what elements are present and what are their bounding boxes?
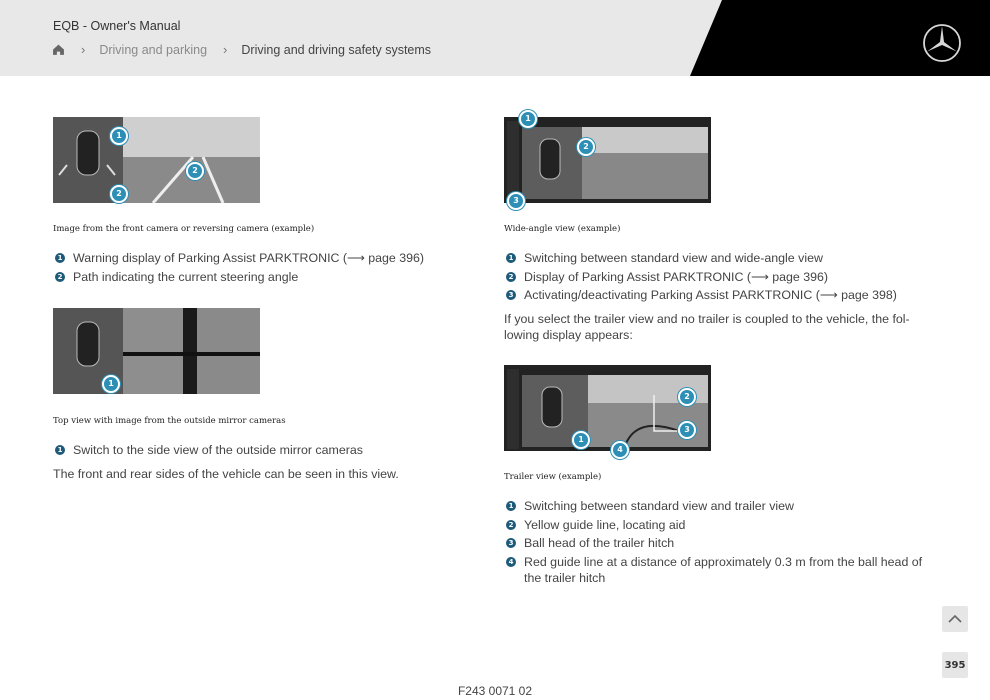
page-number-button[interactable] bbox=[942, 652, 968, 678]
callout-3: 3 bbox=[507, 192, 525, 210]
legend-list bbox=[504, 249, 924, 305]
page-number: 395 bbox=[944, 659, 966, 671]
figure-caption: Wide-angle view (example) bbox=[504, 224, 621, 234]
front-camera-image bbox=[53, 117, 260, 203]
brand-star-logo[interactable] bbox=[922, 23, 962, 63]
callout-badge: 3 bbox=[506, 538, 516, 548]
figure-caption: Image from the front camera or reversing camera (example) bbox=[53, 224, 315, 234]
callout-2: 2 bbox=[678, 388, 696, 406]
chevron-right-icon: › bbox=[223, 42, 228, 57]
camera-illustration bbox=[504, 365, 711, 451]
list-item: 1 Switching between standard view and wide-angle view bbox=[504, 249, 924, 268]
callout-badge: 1 bbox=[55, 253, 65, 263]
callout-badge: 2 bbox=[55, 272, 65, 282]
list-item: 1 Switch to the side view of the outside mirror cameras bbox=[53, 441, 473, 460]
breadcrumb-current: Driving and driving safety systems bbox=[241, 42, 432, 57]
legend-list bbox=[504, 497, 924, 586]
callout-badge: 1 bbox=[55, 445, 65, 455]
list-item: 3 Ball head of the trailer hitch bbox=[504, 534, 924, 553]
callout-2: 2 bbox=[186, 162, 204, 180]
callout-badge: 4 bbox=[506, 557, 516, 567]
figure-caption: Trailer view (example) bbox=[504, 472, 602, 482]
callout-badge: 1 bbox=[506, 253, 516, 263]
list-item: 4 Red guide line at a distance of approximately 0.3 m from the ball head of the trailer hitch bbox=[504, 553, 924, 586]
chevron-right-icon: › bbox=[81, 42, 86, 57]
callout-1: 1 bbox=[519, 110, 537, 128]
body-paragraph: The front and rear sides of the vehicle can be seen in this view. bbox=[53, 467, 399, 481]
callout-1: 1 bbox=[102, 375, 120, 393]
callout-2: 2 bbox=[577, 138, 595, 156]
breadcrumb-link-driving-and-parking[interactable]: Driving and parking bbox=[99, 42, 208, 57]
list-item: 2 Yellow guide line, locating aid bbox=[504, 516, 924, 535]
camera-illustration bbox=[53, 308, 260, 394]
top-view-image bbox=[53, 308, 260, 394]
trailer-view-image bbox=[504, 365, 711, 451]
scroll-to-top-button[interactable] bbox=[942, 606, 968, 632]
paragraph-line: If you select the trailer view and no trailer is coupled to the vehicle, the fol- bbox=[504, 312, 910, 326]
callout-badge: 2 bbox=[506, 272, 516, 282]
list-item: 1 Switching between standard view and trailer view bbox=[504, 497, 924, 516]
home-icon[interactable] bbox=[52, 43, 65, 56]
document-code: F243 0071 02 bbox=[457, 684, 533, 698]
legend-list bbox=[53, 249, 473, 286]
breadcrumb bbox=[52, 42, 431, 57]
callout-1: 1 bbox=[572, 431, 590, 449]
callout-2: 2 bbox=[110, 185, 128, 203]
list-item: 2 Display of Parking Assist PARKTRONIC (⟶ page 396) bbox=[504, 268, 924, 287]
list-item: 1 Warning display of Parking Assist PARKTRONIC (⟶ page 396) bbox=[53, 249, 473, 268]
app-title: EQB - Owner's Manual bbox=[53, 19, 181, 33]
callout-4: 4 bbox=[611, 441, 629, 459]
list-item: 3 Activating/deactivating Parking Assist PARKTRONIC (⟶ page 398) bbox=[504, 286, 924, 305]
wide-angle-image bbox=[504, 117, 711, 203]
camera-illustration bbox=[53, 117, 260, 203]
callout-3: 3 bbox=[678, 421, 696, 439]
callout-badge: 2 bbox=[506, 520, 516, 530]
chevron-up-icon bbox=[948, 614, 962, 624]
callout-badge: 1 bbox=[506, 501, 516, 511]
callout-badge: 3 bbox=[506, 290, 516, 300]
figure-caption: Top view with image from the outside mirror cameras bbox=[53, 416, 286, 426]
body-paragraph bbox=[504, 311, 924, 343]
camera-illustration bbox=[504, 117, 711, 203]
callout-1: 1 bbox=[110, 127, 128, 145]
list-item: 2 Path indicating the current steering angle bbox=[53, 268, 473, 287]
paragraph-line: lowing display appears: bbox=[504, 328, 633, 342]
legend-list bbox=[53, 441, 473, 460]
